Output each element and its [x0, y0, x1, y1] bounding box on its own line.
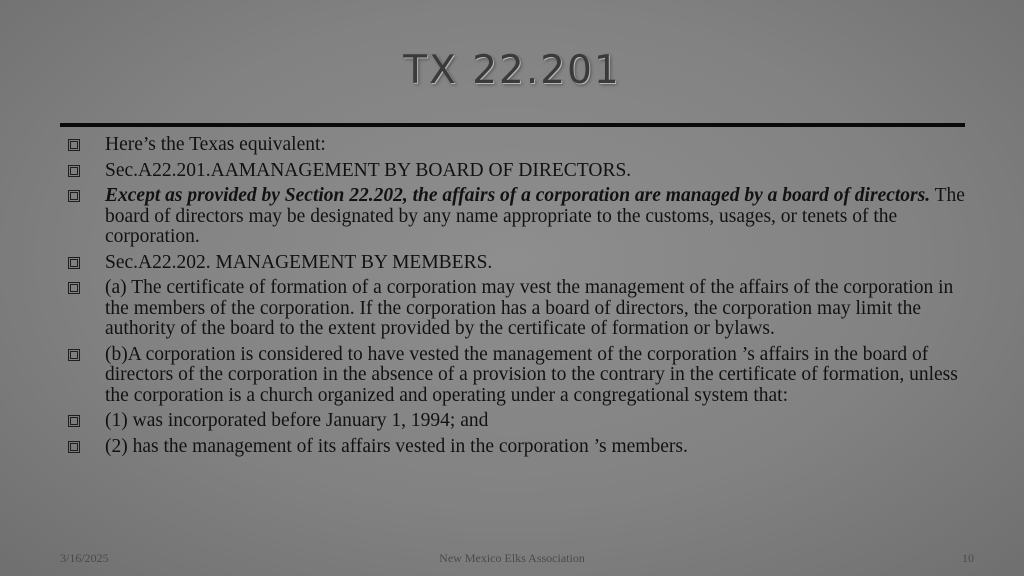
bullet-item — [70, 278, 970, 340]
bullet-item — [70, 437, 970, 458]
square-bullet-icon — [70, 443, 78, 451]
bullet-text: The board of directors may be designated by any name appropriate to the customs, usages, or tenets of the corporation. — [105, 185, 965, 247]
bullet-item — [70, 411, 970, 432]
bullet-emphasis-text: Except as provided by Section 22.202, the affairs of a corporation are managed by a board of directors. — [105, 185, 931, 206]
bullet-text: (b)A corporation is considered to have vested the management of the corporation ’s affairs in the board of directors of the corporation in the absence of a provision to the contrary in the certificate of formation, unless the corporation is a church organized and operating under a congregational system that: — [105, 343, 958, 406]
slide-title: TX 22.201 — [403, 48, 621, 93]
square-bullet-icon — [70, 417, 78, 425]
footer-date: 3/16/2025 — [60, 551, 109, 565]
title-divider — [60, 123, 965, 127]
bullet-text: Sec.A22.201.AAMANAGEMENT BY BOARD OF DIRECTORS. — [105, 159, 632, 181]
bullet-item — [70, 161, 970, 182]
bullet-text: (2) has the management of its affairs vested in the corporation ’s members. — [105, 435, 688, 457]
square-bullet-icon — [70, 141, 78, 149]
bullet-item — [70, 135, 970, 156]
square-bullet-icon — [70, 167, 78, 175]
bullet-text: (1) was incorporated before January 1, 1994; and — [105, 410, 489, 431]
bullet-text: (a) The certificate of formation of a corporation may vest the management of the affairs of the corporation in the members of the corporation. If the corporation has a board of directors, the corporation may limit the authority of the board to the extent provided by the certificate of formation or bylaws. — [105, 277, 954, 339]
bullet-text: Sec.A22.202. MANAGEMENT BY MEMBERS. — [105, 251, 493, 273]
square-bullet-icon — [70, 351, 78, 359]
square-bullet-icon — [70, 284, 78, 292]
bullet-item — [70, 345, 970, 407]
square-bullet-icon — [70, 192, 78, 200]
bullet-item — [70, 253, 970, 274]
footer-page-number: 10 — [962, 551, 974, 565]
square-bullet-icon — [70, 259, 78, 267]
bullet-text: Here’s the Texas equivalent: — [105, 134, 326, 155]
bullet-item — [70, 186, 970, 248]
bullet-list — [70, 135, 970, 462]
footer-organization: New Mexico Elks Association — [439, 551, 585, 565]
